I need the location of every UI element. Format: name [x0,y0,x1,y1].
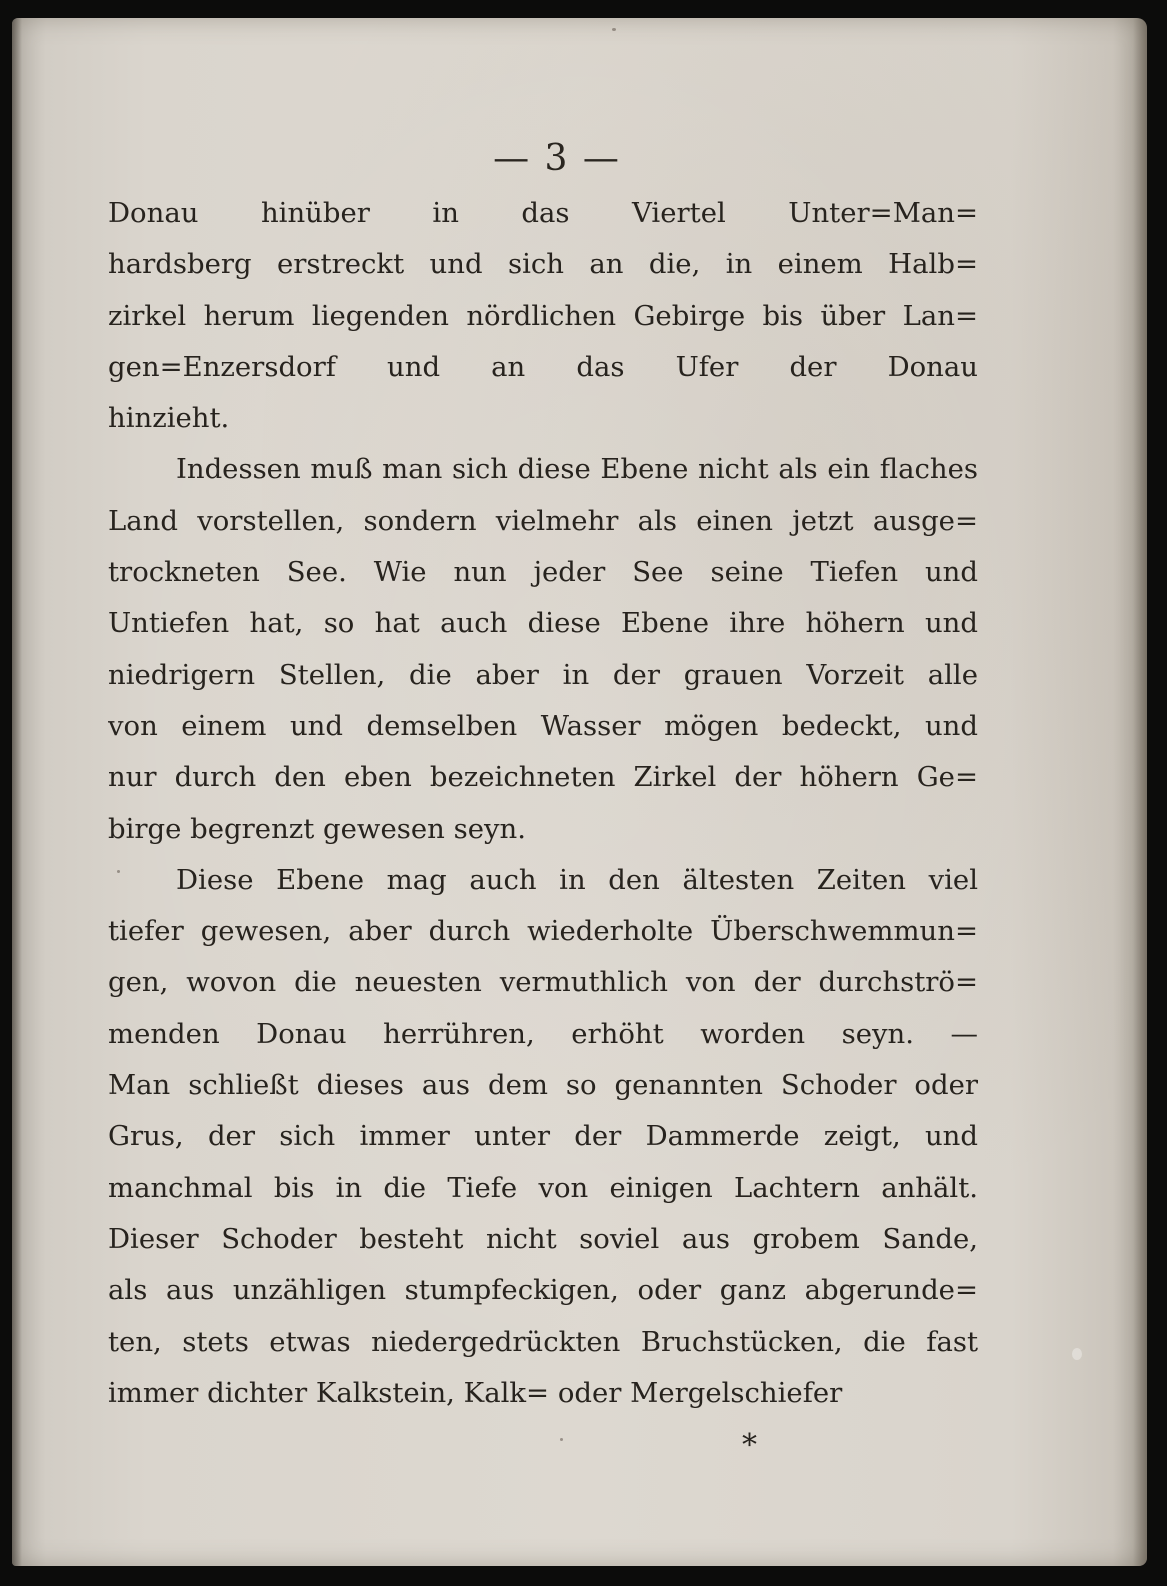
text-line: trockneten See. Wie nun jeder See seine Tiefen und [108,556,978,589]
paper-speck [117,870,120,873]
text-line: Dieser Schoder besteht nicht soviel aus grobem Sande, [108,1222,978,1255]
text-line: ten, stets etwas niedergedrückten Bruchstücken, die fast [108,1325,978,1358]
paper-speck [560,1438,563,1441]
page-right-shadow [1133,18,1147,1566]
text-line: Donau hinüber in das Viertel Unter=Man= [108,197,978,229]
signature-mark: * [742,1428,757,1463]
text-line: hinzieht. [108,402,230,435]
text-line: Man schließt dieses aus dem so genannten Schoder oder [108,1069,978,1102]
body-text [108,188,978,1419]
page-left-shadow [12,18,22,1566]
text-line: immer dichter Kalkstein, Kalk= oder Mergelschiefer [108,1376,843,1409]
text-line: hardsberg erstreckt und sich an die, in einem Halb= [108,248,978,281]
paper-speck [612,28,616,31]
page-number: — 3 — [493,138,621,179]
text-line: von einem und demselben Wasser mögen bedeckt, und [108,709,978,742]
text-line: Untiefen hat, so hat auch diese Ebene ihre höhern und [108,607,978,640]
text-line: Grus, der sich immer unter der Dammerde zeigt, und [108,1120,978,1153]
text-line: niedrigern Stellen, die aber in der grauen Vorzeit alle [108,658,978,691]
text-line: manchmal bis in die Tiefe von einigen Lachtern anhält. [108,1171,978,1204]
text-line: Diese Ebene mag auch in den ältesten Zeiten viel [176,863,978,896]
paper-speck [1072,1348,1082,1360]
text-line: gen, wovon die neuesten vermuthlich von der durchströ= [108,966,978,999]
text-line: Indessen muß man sich diese Ebene nicht als ein flaches [176,453,978,486]
text-line: Land vorstellen, sondern vielmehr als einen jetzt ausge= [108,504,978,537]
text-line: menden Donau herrühren, erhöht worden seyn. — [108,1017,978,1050]
text-line: birge begrenzt gewesen seyn. [108,812,526,845]
text-line: nur durch den eben bezeichneten Zirkel der höhern Ge= [108,761,978,794]
text-line: tiefer gewesen, aber durch wiederholte Überschwemmun= [108,915,978,948]
text-line: zirkel herum liegenden nördlichen Gebirge bis über Lan= [108,299,978,332]
text-line: als aus unzähligen stumpfeckigen, oder ganz abgerunde= [108,1274,978,1307]
text-line: gen=Enzersdorf und an das Ufer der Donau [108,350,978,383]
paper-sheet [12,18,1147,1566]
